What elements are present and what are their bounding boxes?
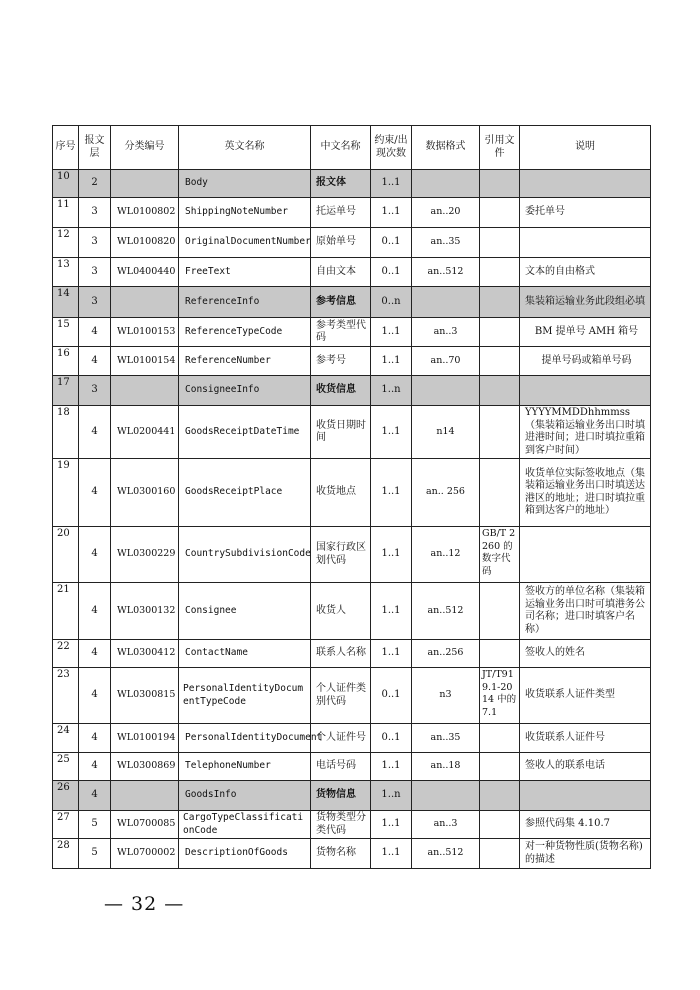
cell-ref — [480, 811, 520, 839]
cell-format: an..3 — [412, 318, 480, 347]
cell-level: 4 — [79, 583, 111, 640]
cell-code — [111, 170, 179, 198]
cell-constraint: 1..n — [371, 376, 412, 406]
cell-en-name: ShippingNoteNumber — [179, 198, 311, 228]
cell-code — [111, 287, 179, 318]
cell-desc: 收货单位实际签收地点（集装箱运输业务出口时填送达港区的地址；进口时填拉重箱到达客户的地址） — [520, 459, 651, 527]
cell-desc: BM 提单号 AMH 箱号 — [520, 318, 651, 347]
col-header-cn-name: 中文名称 — [311, 126, 371, 170]
table-group-row — [53, 781, 651, 811]
cell-ref — [480, 640, 520, 668]
cell-constraint: 1..1 — [371, 839, 412, 869]
cell-code: WL0700002 — [111, 839, 179, 869]
cell-level: 4 — [79, 406, 111, 459]
cell-format: an..512 — [412, 258, 480, 287]
cell-en-name: DescriptionOfGoods — [179, 839, 311, 869]
cell-en-name: GoodsInfo — [179, 781, 311, 811]
cell-constraint: 1..1 — [371, 811, 412, 839]
table-row — [53, 318, 651, 347]
cell-en-name: ConsigneeInfo — [179, 376, 311, 406]
cell-ref — [480, 753, 520, 781]
cell-en-name: ReferenceTypeCode — [179, 318, 311, 347]
cell-seq: 22 — [53, 640, 79, 668]
cell-constraint: 0..n — [371, 287, 412, 318]
cell-desc — [520, 376, 651, 406]
cell-en-name: CountrySubdivisionCode — [179, 527, 311, 583]
cell-code: WL0100820 — [111, 228, 179, 258]
cell-constraint: 1..1 — [371, 640, 412, 668]
cell-ref — [480, 318, 520, 347]
table-row — [53, 811, 651, 839]
cell-en-name: CargoTypeClassificationCode — [179, 811, 311, 839]
cell-constraint: 1..1 — [371, 753, 412, 781]
table-row — [53, 347, 651, 376]
cell-ref — [480, 170, 520, 198]
cell-cn-name: 个人证件类别代码 — [311, 668, 371, 724]
col-header-constraint: 约束/出现次数 — [371, 126, 412, 170]
cell-ref — [480, 376, 520, 406]
cell-format: n3 — [412, 668, 480, 724]
cell-constraint: 1..n — [371, 781, 412, 811]
table-row — [53, 724, 651, 753]
cell-seq: 21 — [53, 583, 79, 640]
cell-format: an.. 256 — [412, 459, 480, 527]
cell-seq: 17 — [53, 376, 79, 406]
cell-desc: YYYYMMDDhhmmss（集装箱运输业务出口时填进港时间；进口时填拉重箱到客户时间） — [520, 406, 651, 459]
cell-desc: 收货联系人证件类型 — [520, 668, 651, 724]
cell-constraint: 1..1 — [371, 318, 412, 347]
cell-cn-name: 托运单号 — [311, 198, 371, 228]
cell-level: 3 — [79, 228, 111, 258]
cell-cn-name: 电话号码 — [311, 753, 371, 781]
cell-cn-name: 联系人名称 — [311, 640, 371, 668]
cell-en-name: FreeText — [179, 258, 311, 287]
cell-format — [412, 781, 480, 811]
cell-seq: 16 — [53, 347, 79, 376]
cell-cn-name: 参考信息 — [311, 287, 371, 318]
cell-desc — [520, 527, 651, 583]
cell-cn-name: 国家行政区划代码 — [311, 527, 371, 583]
cell-constraint: 0..1 — [371, 724, 412, 753]
cell-seq: 15 — [53, 318, 79, 347]
cell-constraint: 1..1 — [371, 459, 412, 527]
col-header-format: 数据格式 — [412, 126, 480, 170]
cell-code: WL0100802 — [111, 198, 179, 228]
cell-ref — [480, 839, 520, 869]
cell-format: an..35 — [412, 724, 480, 753]
cell-ref — [480, 347, 520, 376]
cell-seq: 24 — [53, 724, 79, 753]
cell-ref — [480, 198, 520, 228]
cell-cn-name: 收货信息 — [311, 376, 371, 406]
cell-format: an..256 — [412, 640, 480, 668]
cell-en-name: GoodsReceiptDateTime — [179, 406, 311, 459]
col-header-level: 报文层 — [79, 126, 111, 170]
cell-level: 5 — [79, 811, 111, 839]
col-header-en-name: 英文名称 — [179, 126, 311, 170]
cell-desc: 提单号码或箱单号码 — [520, 347, 651, 376]
cell-cn-name: 货物信息 — [311, 781, 371, 811]
cell-code: WL0300412 — [111, 640, 179, 668]
cell-en-name: GoodsReceiptPlace — [179, 459, 311, 527]
cell-seq: 14 — [53, 287, 79, 318]
cell-cn-name: 货物类型分类代码 — [311, 811, 371, 839]
cell-en-name: TelephoneNumber — [179, 753, 311, 781]
cell-code: WL0100153 — [111, 318, 179, 347]
cell-code — [111, 781, 179, 811]
cell-level: 4 — [79, 668, 111, 724]
cell-ref: JT/T919.1-2014 中的7.1 — [480, 668, 520, 724]
cell-format: an..18 — [412, 753, 480, 781]
table-group-row — [53, 287, 651, 318]
cell-desc: 签收人的联系电话 — [520, 753, 651, 781]
cell-level: 4 — [79, 781, 111, 811]
cell-format: an..512 — [412, 839, 480, 869]
col-header-seq: 序号 — [53, 126, 79, 170]
table-row — [53, 406, 651, 459]
cell-ref — [480, 287, 520, 318]
cell-seq: 12 — [53, 228, 79, 258]
cell-code — [111, 376, 179, 406]
cell-format: an..12 — [412, 527, 480, 583]
cell-level: 3 — [79, 198, 111, 228]
table-header-row — [53, 126, 651, 170]
cell-seq: 11 — [53, 198, 79, 228]
cell-format: an..35 — [412, 228, 480, 258]
cell-format: an..3 — [412, 811, 480, 839]
cell-code: WL0300869 — [111, 753, 179, 781]
table-row — [53, 198, 651, 228]
cell-ref — [480, 459, 520, 527]
cell-seq: 20 — [53, 527, 79, 583]
cell-cn-name: 收货人 — [311, 583, 371, 640]
table-group-row — [53, 170, 651, 198]
table-row — [53, 583, 651, 640]
cell-ref — [480, 228, 520, 258]
cell-cn-name: 原始单号 — [311, 228, 371, 258]
cell-en-name: OriginalDocumentNumber — [179, 228, 311, 258]
cell-en-name: PersonalIdentityDocumentTypeCode — [179, 668, 311, 724]
cell-seq: 10 — [53, 170, 79, 198]
cell-level: 4 — [79, 318, 111, 347]
cell-seq: 19 — [53, 459, 79, 527]
table-row — [53, 258, 651, 287]
cell-code: WL0300132 — [111, 583, 179, 640]
table-row — [53, 228, 651, 258]
table-row — [53, 527, 651, 583]
cell-desc: 签收人的姓名 — [520, 640, 651, 668]
cell-desc: 对一种货物性质(货物名称)的描述 — [520, 839, 651, 869]
cell-code: WL0300815 — [111, 668, 179, 724]
cell-code: WL0200441 — [111, 406, 179, 459]
table-row — [53, 668, 651, 724]
cell-cn-name: 货物名称 — [311, 839, 371, 869]
table-group-row — [53, 376, 651, 406]
cell-constraint: 1..1 — [371, 170, 412, 198]
cell-ref — [480, 724, 520, 753]
cell-constraint: 1..1 — [371, 406, 412, 459]
cell-code: WL0400440 — [111, 258, 179, 287]
cell-desc: 委托单号 — [520, 198, 651, 228]
cell-code: WL0700085 — [111, 811, 179, 839]
table-row — [53, 839, 651, 869]
cell-cn-name: 参考类型代码 — [311, 318, 371, 347]
cell-level: 3 — [79, 258, 111, 287]
cell-constraint: 0..1 — [371, 228, 412, 258]
cell-level: 3 — [79, 376, 111, 406]
cell-cn-name: 参考号 — [311, 347, 371, 376]
page-number: — 32 — — [104, 893, 185, 915]
cell-format — [412, 170, 480, 198]
col-header-code: 分类编号 — [111, 126, 179, 170]
cell-level: 4 — [79, 753, 111, 781]
cell-format: an..70 — [412, 347, 480, 376]
cell-ref — [480, 258, 520, 287]
cell-desc — [520, 781, 651, 811]
cell-en-name: PersonalIdentityDocument — [179, 724, 311, 753]
cell-constraint: 1..1 — [371, 583, 412, 640]
data-spec-table — [52, 125, 651, 869]
cell-constraint: 1..1 — [371, 527, 412, 583]
cell-ref — [480, 583, 520, 640]
cell-level: 4 — [79, 724, 111, 753]
cell-code: WL0300229 — [111, 527, 179, 583]
cell-seq: 18 — [53, 406, 79, 459]
table-row — [53, 753, 651, 781]
cell-en-name: ReferenceNumber — [179, 347, 311, 376]
cell-seq: 28 — [53, 839, 79, 869]
cell-code: WL0100194 — [111, 724, 179, 753]
cell-level: 4 — [79, 527, 111, 583]
cell-seq: 13 — [53, 258, 79, 287]
cell-format: an..20 — [412, 198, 480, 228]
cell-cn-name: 自由文本 — [311, 258, 371, 287]
cell-en-name: Body — [179, 170, 311, 198]
cell-seq: 27 — [53, 811, 79, 839]
cell-seq: 25 — [53, 753, 79, 781]
cell-ref — [480, 406, 520, 459]
cell-seq: 26 — [53, 781, 79, 811]
cell-code: WL0100154 — [111, 347, 179, 376]
cell-level: 5 — [79, 839, 111, 869]
table-body — [53, 170, 651, 869]
cell-format — [412, 376, 480, 406]
col-header-ref: 引用文件 — [480, 126, 520, 170]
cell-en-name: Consignee — [179, 583, 311, 640]
cell-constraint: 0..1 — [371, 668, 412, 724]
cell-code: WL0300160 — [111, 459, 179, 527]
cell-en-name: ContactName — [179, 640, 311, 668]
cell-format — [412, 287, 480, 318]
cell-level: 4 — [79, 459, 111, 527]
cell-level: 2 — [79, 170, 111, 198]
cell-constraint: 1..1 — [371, 347, 412, 376]
cell-desc: 收货联系人证件号 — [520, 724, 651, 753]
cell-ref — [480, 781, 520, 811]
col-header-desc: 说明 — [520, 126, 651, 170]
table-row — [53, 640, 651, 668]
cell-en-name: ReferenceInfo — [179, 287, 311, 318]
cell-format: an..512 — [412, 583, 480, 640]
cell-desc: 签收方的单位名称（集装箱运输业务出口时可填港务公司名称；进口时填客户名称） — [520, 583, 651, 640]
cell-level: 4 — [79, 347, 111, 376]
cell-cn-name: 收货地点 — [311, 459, 371, 527]
cell-cn-name: 个人证件号 — [311, 724, 371, 753]
cell-cn-name: 报文体 — [311, 170, 371, 198]
cell-desc: 参照代码集 4.10.7 — [520, 811, 651, 839]
cell-cn-name: 收货日期时间 — [311, 406, 371, 459]
cell-desc — [520, 170, 651, 198]
cell-desc: 集装箱运输业务此段组必填 — [520, 287, 651, 318]
cell-seq: 23 — [53, 668, 79, 724]
cell-format: n14 — [412, 406, 480, 459]
cell-desc: 文本的自由格式 — [520, 258, 651, 287]
cell-constraint: 0..1 — [371, 258, 412, 287]
table-row — [53, 459, 651, 527]
cell-level: 3 — [79, 287, 111, 318]
cell-constraint: 1..1 — [371, 198, 412, 228]
cell-desc — [520, 228, 651, 258]
cell-ref: GB/T 2260 的数字代码 — [480, 527, 520, 583]
cell-level: 4 — [79, 640, 111, 668]
